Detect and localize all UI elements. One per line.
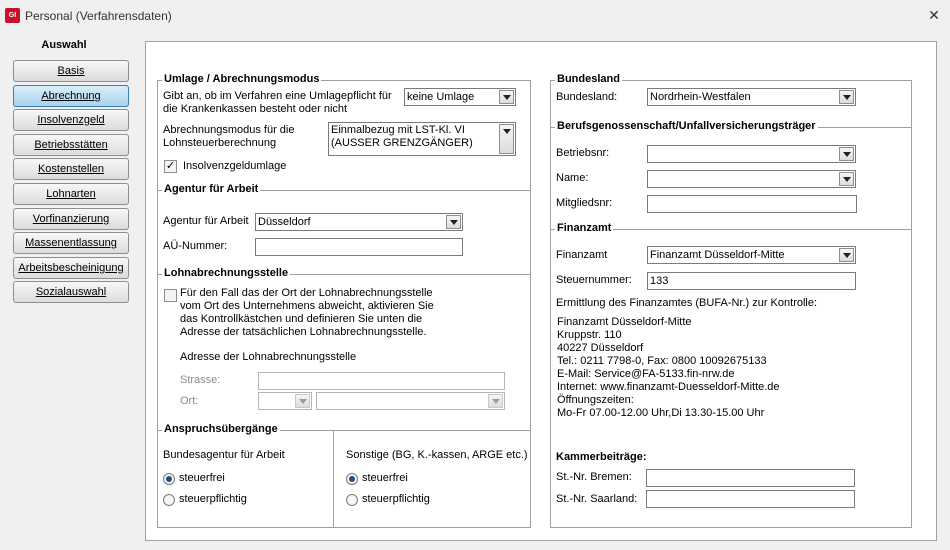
strasse-label: Strasse: [180,374,221,386]
au-nummer-label: AÜ-Nummer: [163,240,228,252]
window-title: Personal (Verfahrensdaten) [25,9,172,23]
anspruch-section-title: Anspruchsübergänge [164,423,278,435]
bundesland-select[interactable] [647,88,856,106]
bundesagentur-steuerfrei-label: steuerfrei [179,472,225,484]
chevron-down-icon[interactable] [295,394,310,408]
lohnstelle-checkbox[interactable] [164,289,177,302]
chevron-down-icon[interactable] [499,90,514,104]
umlage-question-label: Gibt an, ob im Verfahren eine Umlagepflicht für die Krankenkassen besteht oder nicht [163,90,392,115]
umlage-select[interactable] [404,88,516,106]
saarland-input[interactable] [646,490,855,508]
sonstige-heading: Sonstige (BG, K.-kassen, ARGE etc.) [346,449,528,461]
nav-lohnarten-button[interactable]: Lohnarten [13,183,129,205]
bundesagentur-steuerpflichtig-label: steuerpflichtig [179,493,247,505]
app-logo-icon: GI [5,8,20,23]
nav-massenentlassung-button[interactable]: Massenentlassung [13,232,129,254]
lohnstelle-section-title: Lohnabrechnungsstelle [164,267,289,279]
nav-arbeitsbescheinigung-button[interactable]: Arbeitsbescheinigung [13,257,129,279]
bg-section-title: Berufsgenossenschaft/Unfallversicherungsträger [557,120,816,132]
bufa-check-heading: Ermittlung des Finanzamtes (BUFA-Nr.) zur Kontrolle: [556,297,818,309]
finanzamt-section-title: Finanzamt [557,222,612,234]
lohnstelle-checkbox-text: Für den Fall das der Ort der Lohnabrechnungsstelle vom Ort des Unternehmens abweicht, aktivieren Sie das Kontrollkästchen und definieren Sie unten die Adresse der tatsächlichen Lohnabrechnungsstelle. [180,287,434,338]
nav-sozialauswahl-button[interactable]: Sozialauswahl [13,281,129,303]
bg-name-label: Name: [556,172,589,184]
finanzamt-select[interactable] [647,246,856,264]
nav-betriebsstaetten-button[interactable]: Betriebsstätten [13,134,129,156]
sonstige-steuerpflichtig-label: steuerpflichtig [362,493,430,505]
chevron-down-icon[interactable] [446,215,461,229]
bundesagentur-steuerpflichtig-radio[interactable] [163,494,175,506]
abrechnungsmodus-select[interactable] [328,122,516,156]
lohnstelle-address-heading: Adresse der Lohnabrechnungsstelle [180,351,357,363]
chevron-down-icon[interactable] [488,394,503,408]
umlage-select-value: keine Umlage [407,91,475,103]
bundesland-label: Bundesland: [556,91,618,103]
agentur-label: Agentur für Arbeit [163,215,249,227]
finanzamt-info-line: Internet: www.finanzamt-Duesseldorf-Mitte.de [557,381,780,393]
finanzamt-info-line: 40227 Düsseldorf [557,342,644,354]
chevron-down-icon[interactable] [499,124,514,154]
nav-insolvenzgeld-button[interactable]: Insolvenzgeld [13,109,129,131]
sonstige-steuerfrei-radio[interactable] [346,473,358,485]
betriebsnr-label: Betriebsnr: [556,147,610,159]
bundesagentur-heading: Bundesagentur für Arbeit [163,449,285,461]
bundesland-select-value: Nordrhein-Westfalen [650,91,751,103]
saarland-label: St.-Nr. Saarland: [556,493,638,505]
chevron-down-icon[interactable] [839,248,854,262]
abrechnungsmodus-value-line1: Einmalbezug mit LST-Kl. VI [331,124,465,136]
agentur-select[interactable] [255,213,463,231]
au-nummer-input[interactable] [255,238,463,256]
agentur-section-title: Agentur für Arbeit [164,183,259,195]
ort-select[interactable] [316,392,505,410]
finanzamt-info-line: E-Mail: Service@FA-5133.fin-nrw.de [557,368,735,380]
sonstige-steuerfrei-label: steuerfrei [362,472,408,484]
finanzamt-select-value: Finanzamt Düsseldorf-Mitte [650,249,785,261]
bremen-input[interactable] [646,469,855,487]
sonstige-steuerpflichtig-radio[interactable] [346,494,358,506]
finanzamt-info-line: Öffnungszeiten: [557,394,634,406]
chevron-down-icon[interactable] [839,172,854,186]
bremen-label: St.-Nr. Bremen: [556,471,632,483]
divider [333,430,334,528]
abrechnungsmodus-value-line2: (AUSSER GRENZGÄNGER) [331,137,473,149]
bg-name-select[interactable] [647,170,856,188]
bundesagentur-steuerfrei-radio[interactable] [163,473,175,485]
strasse-input[interactable] [258,372,505,390]
plz-select[interactable] [258,392,312,410]
nav-basis-button[interactable]: Basis [13,60,129,82]
insolvenzgeldumlage-label: Insolvenzgeldumlage [183,160,287,172]
nav-kostenstellen-button[interactable]: Kostenstellen [13,158,129,180]
chevron-down-icon[interactable] [839,90,854,104]
steuernummer-label: Steuernummer: [556,274,632,286]
finanzamt-label: Finanzamt [556,249,608,261]
nav-heading: Auswahl [41,39,87,51]
bundesland-section-title: Bundesland [557,73,620,85]
mitgliedsnr-label: Mitgliedsnr: [556,197,613,209]
finanzamt-info-line: Finanzamt Düsseldorf-Mitte [557,316,692,328]
chevron-down-icon[interactable] [839,147,854,161]
finanzamt-info-line: Tel.: 0211 7798-0, Fax: 0800 10092675133 [557,355,767,367]
close-icon[interactable]: ✕ [928,7,940,23]
nav-abrechnung-button[interactable]: Abrechnung [13,85,129,107]
ort-label: Ort: [180,395,199,407]
agentur-select-value: Düsseldorf [258,216,311,228]
steuernummer-input[interactable]: 133 [647,272,856,290]
umlage-section-title: Umlage / Abrechnungsmodus [164,73,320,85]
finanzamt-info-block [557,316,780,420]
kammer-heading: Kammerbeiträge: [556,451,647,463]
finanzamt-info-line: Kruppstr. 110 [557,329,622,341]
abrechnungsmodus-label: Abrechnungsmodus für die Lohnsteuerberechnung [163,124,295,149]
nav-vorfinanzierung-button[interactable]: Vorfinanzierung [13,208,129,230]
finanzamt-info-line: Mo-Fr 07.00-12.00 Uhr,Di 13.30-15.00 Uhr [557,407,765,419]
mitgliedsnr-input[interactable] [647,195,857,213]
betriebsnr-select[interactable] [647,145,856,163]
insolvenzgeldumlage-checkbox[interactable]: ✓ [165,160,176,172]
